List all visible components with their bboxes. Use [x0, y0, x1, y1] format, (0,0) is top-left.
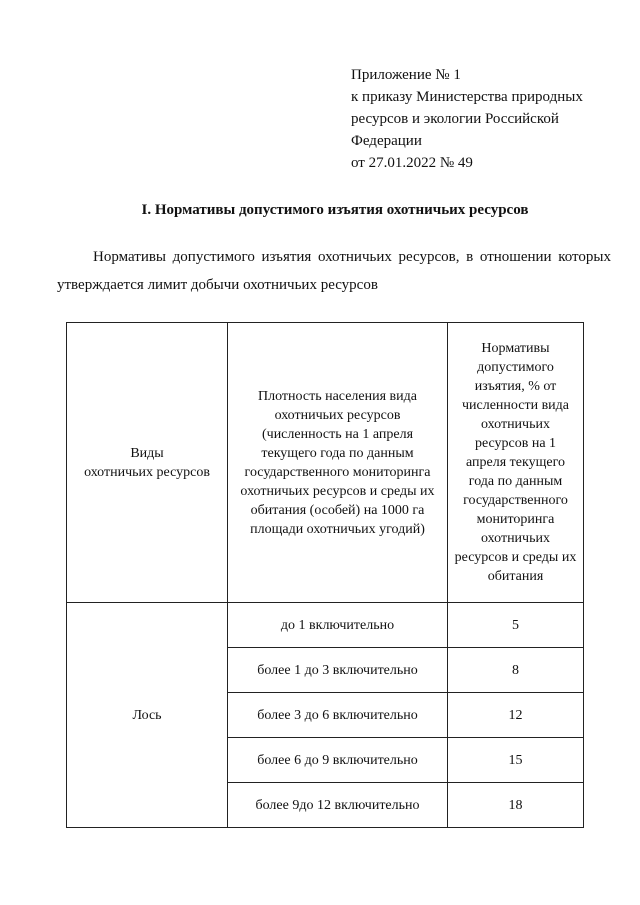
density-cell: до 1 включительно	[228, 603, 448, 648]
table-header-row	[67, 323, 584, 603]
norms-table	[66, 322, 584, 828]
intro-paragraph: Нормативы допустимого изъятия охотничьих ресурсов, в отношении которых утверждается лимит добычи охотничьих ресурсов	[57, 249, 611, 293]
header-species-line: Виды	[130, 445, 164, 461]
header-density: Плотность населения вида охотничьих ресурсов (численность на 1 апреля текущего года по данным государственного мониторинга охотничьих ресурсов и среды их обитания (особей) на 1000 га площади охотничьих угодий)	[228, 323, 448, 603]
header-norm: Нормативы допустимого изъятия, % от численности вида охотничьих ресурсов на 1 апреля текущего года по данным государственного мониторинга охотничьих ресурсов и среды их обитания	[448, 323, 584, 603]
section-title: I. Нормативы допустимого изъятия охотничьих ресурсов	[141, 202, 529, 218]
appendix-line: от 27.01.2022 № 49	[351, 155, 473, 171]
density-cell: более 1 до 3 включительно	[228, 648, 448, 693]
appendix-line: к приказу Министерства природных	[351, 89, 583, 105]
norm-cell: 8	[448, 648, 584, 693]
species-cell: Лось	[67, 603, 228, 828]
norm-cell: 18	[448, 783, 584, 828]
table-row	[67, 603, 584, 648]
appendix-line: ресурсов и экологии Российской	[351, 111, 559, 127]
norm-cell: 5	[448, 603, 584, 648]
header-species-line: охотничьих ресурсов	[84, 464, 210, 480]
density-cell: более 9до 12 включительно	[228, 783, 448, 828]
appendix-line: Приложение № 1	[351, 67, 461, 83]
density-cell: более 3 до 6 включительно	[228, 693, 448, 738]
appendix-line: Федерации	[351, 133, 422, 149]
appendix-block	[351, 64, 583, 174]
header-species	[67, 323, 228, 603]
norm-cell: 12	[448, 693, 584, 738]
norm-cell: 15	[448, 738, 584, 783]
density-cell: более 6 до 9 включительно	[228, 738, 448, 783]
